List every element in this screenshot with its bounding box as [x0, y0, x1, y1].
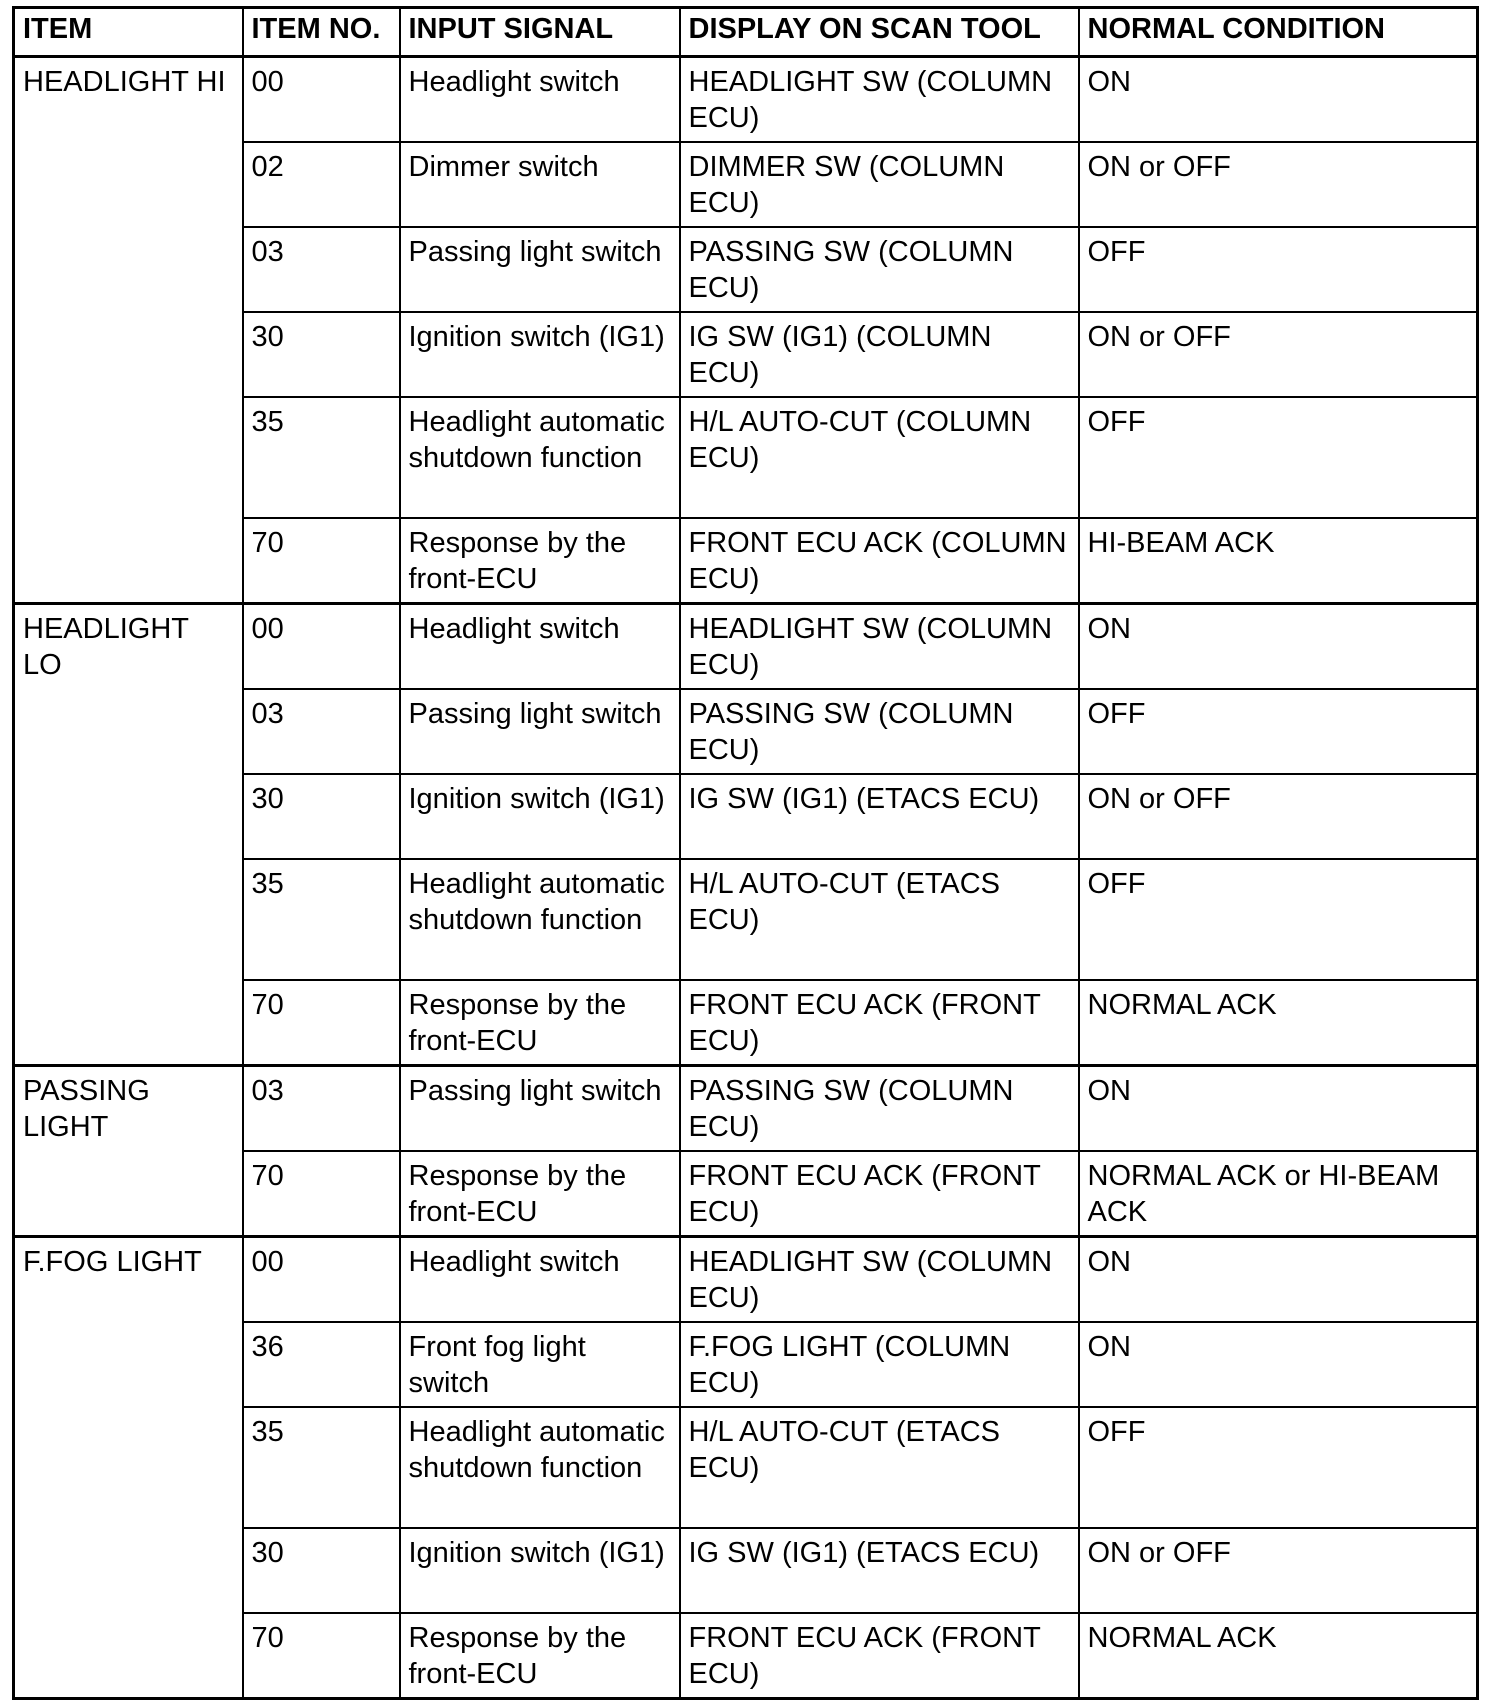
item-no-cell: 70 — [243, 980, 400, 1066]
display-cell: IG SW (IG1) (ETACS ECU) — [680, 774, 1079, 859]
item-cell: HEADLIGHT LO — [14, 604, 243, 1066]
table-row — [14, 57, 1478, 143]
condition-cell: ON — [1079, 57, 1478, 143]
display-cell: H/L AUTO-CUT (ETACS ECU) — [680, 1407, 1079, 1528]
display-cell: PASSING SW (COLUMN ECU) — [680, 1066, 1079, 1152]
input-signal-cell: Response by the front-ECU — [400, 980, 680, 1066]
table-row — [14, 1237, 1478, 1323]
display-cell: H/L AUTO-CUT (COLUMN ECU) — [680, 397, 1079, 518]
item-no-cell: 70 — [243, 1151, 400, 1237]
display-cell: H/L AUTO-CUT (ETACS ECU) — [680, 859, 1079, 980]
item-no-cell: 30 — [243, 774, 400, 859]
input-signal-cell: Ignition switch (IG1) — [400, 312, 680, 397]
item-cell: PASSING LIGHT — [14, 1066, 243, 1237]
display-cell: PASSING SW (COLUMN ECU) — [680, 227, 1079, 312]
condition-cell: ON — [1079, 1066, 1478, 1152]
header-input-signal: INPUT SIGNAL — [400, 8, 680, 57]
input-signal-cell: Headlight switch — [400, 604, 680, 690]
condition-cell: ON — [1079, 1322, 1478, 1407]
input-signal-cell: Response by the front-ECU — [400, 1613, 680, 1699]
input-signal-cell: Dimmer switch — [400, 142, 680, 227]
header-item-no: ITEM NO. — [243, 8, 400, 57]
input-signal-cell: Headlight automatic shutdown function — [400, 859, 680, 980]
condition-cell: NORMAL ACK — [1079, 1613, 1478, 1699]
display-cell: IG SW (IG1) (ETACS ECU) — [680, 1528, 1079, 1613]
condition-cell: OFF — [1079, 227, 1478, 312]
item-no-cell: 30 — [243, 1528, 400, 1613]
condition-cell: OFF — [1079, 689, 1478, 774]
header-row — [14, 8, 1478, 57]
input-signal-cell: Headlight switch — [400, 1237, 680, 1323]
input-signal-cell: Headlight automatic shutdown function — [400, 1407, 680, 1528]
item-no-cell: 00 — [243, 1237, 400, 1323]
display-cell: DIMMER SW (COLUMN ECU) — [680, 142, 1079, 227]
item-no-cell: 35 — [243, 1407, 400, 1528]
condition-cell: ON — [1079, 604, 1478, 690]
display-cell: FRONT ECU ACK (FRONT ECU) — [680, 980, 1079, 1066]
input-signal-cell: Ignition switch (IG1) — [400, 1528, 680, 1613]
signal-table — [12, 6, 1479, 1700]
input-signal-cell: Response by the front-ECU — [400, 518, 680, 604]
input-signal-cell: Response by the front-ECU — [400, 1151, 680, 1237]
item-no-cell: 03 — [243, 227, 400, 312]
display-cell: HEADLIGHT SW (COLUMN ECU) — [680, 604, 1079, 690]
item-no-cell: 00 — [243, 57, 400, 143]
item-cell: F.FOG LIGHT — [14, 1237, 243, 1699]
input-signal-cell: Passing light switch — [400, 227, 680, 312]
condition-cell: NORMAL ACK — [1079, 980, 1478, 1066]
condition-cell: ON or OFF — [1079, 312, 1478, 397]
display-cell: HEADLIGHT SW (COLUMN ECU) — [680, 57, 1079, 143]
item-no-cell: 30 — [243, 312, 400, 397]
input-signal-cell: Front fog light switch — [400, 1322, 680, 1407]
input-signal-cell: Passing light switch — [400, 689, 680, 774]
condition-cell: OFF — [1079, 1407, 1478, 1528]
item-no-cell: 36 — [243, 1322, 400, 1407]
display-cell: FRONT ECU ACK (FRONT ECU) — [680, 1613, 1079, 1699]
condition-cell: HI-BEAM ACK — [1079, 518, 1478, 604]
condition-cell: OFF — [1079, 859, 1478, 980]
item-no-cell: 00 — [243, 604, 400, 690]
item-cell: HEADLIGHT HI — [14, 57, 243, 604]
display-cell: HEADLIGHT SW (COLUMN ECU) — [680, 1237, 1079, 1323]
condition-cell: ON or OFF — [1079, 774, 1478, 859]
input-signal-cell: Ignition switch (IG1) — [400, 774, 680, 859]
condition-cell: ON — [1079, 1237, 1478, 1323]
input-signal-cell: Headlight automatic shutdown function — [400, 397, 680, 518]
item-no-cell: 03 — [243, 689, 400, 774]
table-row — [14, 604, 1478, 690]
item-no-cell: 03 — [243, 1066, 400, 1152]
condition-cell: ON or OFF — [1079, 142, 1478, 227]
header-item: ITEM — [14, 8, 243, 57]
item-no-cell: 02 — [243, 142, 400, 227]
display-cell: IG SW (IG1) (COLUMN ECU) — [680, 312, 1079, 397]
condition-cell: ON or OFF — [1079, 1528, 1478, 1613]
header-normal-condition: NORMAL CONDITION — [1079, 8, 1478, 57]
display-cell: FRONT ECU ACK (FRONT ECU) — [680, 1151, 1079, 1237]
header-display-on-scan-tool: DISPLAY ON SCAN TOOL — [680, 8, 1079, 57]
display-cell: F.FOG LIGHT (COLUMN ECU) — [680, 1322, 1079, 1407]
item-no-cell: 70 — [243, 1613, 400, 1699]
item-no-cell: 35 — [243, 859, 400, 980]
condition-cell: NORMAL ACK or HI-BEAM ACK — [1079, 1151, 1478, 1237]
input-signal-cell: Passing light switch — [400, 1066, 680, 1152]
display-cell: PASSING SW (COLUMN ECU) — [680, 689, 1079, 774]
item-no-cell: 70 — [243, 518, 400, 604]
display-cell: FRONT ECU ACK (COLUMN ECU) — [680, 518, 1079, 604]
item-no-cell: 35 — [243, 397, 400, 518]
input-signal-cell: Headlight switch — [400, 57, 680, 143]
condition-cell: OFF — [1079, 397, 1478, 518]
table-row — [14, 1066, 1478, 1152]
